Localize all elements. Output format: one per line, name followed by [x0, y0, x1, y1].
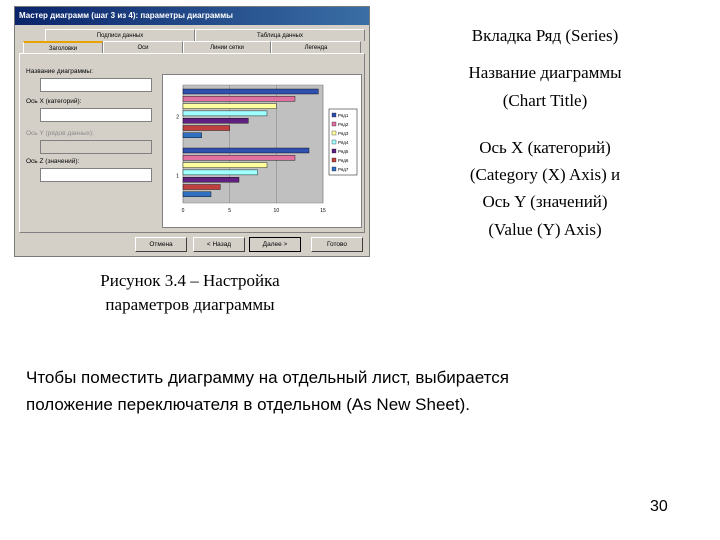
preview-legend-swatch — [332, 167, 336, 171]
chart-preview — [162, 74, 362, 228]
preview-bar — [183, 192, 211, 197]
figure-caption-line2: параметров диаграммы — [105, 295, 275, 314]
preview-x-tick: 10 — [273, 208, 280, 214]
x-axis-label: Ось X (категорий): — [26, 98, 82, 105]
preview-bar — [183, 185, 220, 190]
preview-legend-label: Ряд6 — [338, 158, 349, 163]
finish-button[interactable]: Готово — [311, 237, 363, 252]
next-button[interactable]: Далее > — [249, 237, 301, 252]
preview-legend-swatch — [332, 149, 336, 153]
preview-bar — [183, 163, 267, 168]
titles-panel — [19, 53, 365, 233]
tab-data-labels[interactable]: Подписи данных — [45, 29, 195, 41]
tab-axes[interactable]: Оси — [103, 41, 183, 53]
preview-bar — [183, 118, 248, 123]
preview-bar — [183, 126, 230, 131]
preview-category-label: 1 — [176, 173, 179, 180]
preview-legend-label: Ряд5 — [338, 149, 349, 154]
preview-x-tick: 0 — [181, 208, 185, 214]
preview-bar — [183, 89, 318, 94]
preview-legend-swatch — [332, 140, 336, 144]
z-axis-input[interactable] — [40, 168, 152, 182]
note-axes-line1: Ось X (категорий) — [479, 138, 611, 157]
dialog-title: Мастер диаграмм (шаг 3 из 4): параметры диаграммы — [15, 7, 369, 25]
tab-gridlines[interactable]: Линии сетки — [183, 41, 271, 53]
preview-bar — [183, 170, 258, 175]
note-series-tab: Вкладка Ряд (Series) — [471, 26, 619, 45]
preview-chart — [163, 75, 361, 227]
note-axes-line3: Ось Y (значений) — [482, 192, 608, 211]
body-paragraph-line1: Чтобы поместить диаграмму на отдельный лист, выбирается — [26, 368, 509, 387]
z-axis-label: Ось Z (значений): — [26, 158, 80, 165]
preview-x-tick: 15 — [320, 208, 326, 214]
preview-legend-label: Ряд7 — [338, 167, 349, 172]
note-axes-line4: (Value (Y) Axis) — [488, 220, 602, 239]
tab-data-table[interactable]: Таблица данных — [195, 29, 365, 41]
chart-title-label: Название диаграммы: — [26, 68, 93, 75]
preview-bar — [183, 148, 309, 153]
preview-bar — [183, 104, 276, 109]
tab-titles[interactable]: Заголовки — [23, 41, 103, 53]
figure-caption-line1: Рисунок 3.4 – Настройка — [100, 271, 280, 290]
chart-title-input[interactable] — [40, 78, 152, 92]
preview-bar — [183, 177, 239, 182]
preview-legend-swatch — [332, 158, 336, 162]
note-axes-line2: (Category (X) Axis) и — [469, 165, 621, 184]
preview-legend-swatch — [332, 131, 336, 135]
preview-legend-swatch — [332, 113, 336, 117]
preview-bar — [183, 133, 202, 138]
back-button[interactable]: < Назад — [193, 237, 245, 252]
preview-bar — [183, 155, 295, 160]
preview-legend-swatch — [332, 122, 336, 126]
preview-legend-label: Ряд3 — [338, 131, 349, 136]
body-paragraph-line2: положение переключателя в отдельном (As New Sheet). — [26, 395, 470, 414]
preview-category-label: 2 — [176, 114, 179, 121]
y-axis-input — [40, 140, 152, 154]
note-chart-title-en: (Chart Title) — [502, 91, 588, 110]
preview-bar — [183, 111, 267, 116]
cancel-button[interactable]: Отмена — [135, 237, 187, 252]
preview-legend-label: Ряд2 — [338, 122, 349, 127]
note-chart-title-ru: Название диаграммы — [468, 63, 622, 82]
preview-x-tick: 5 — [228, 208, 232, 214]
preview-legend-label: Ряд1 — [338, 113, 349, 118]
preview-bar — [183, 96, 295, 101]
x-axis-input[interactable] — [40, 108, 152, 122]
tab-legend[interactable]: Легенда — [271, 41, 361, 53]
preview-legend-label: Ряд4 — [338, 140, 349, 145]
y-axis-label: Ось Y (рядов данных): — [26, 130, 94, 137]
chart-wizard-dialog — [14, 6, 370, 257]
page-number: 30 — [650, 498, 668, 515]
